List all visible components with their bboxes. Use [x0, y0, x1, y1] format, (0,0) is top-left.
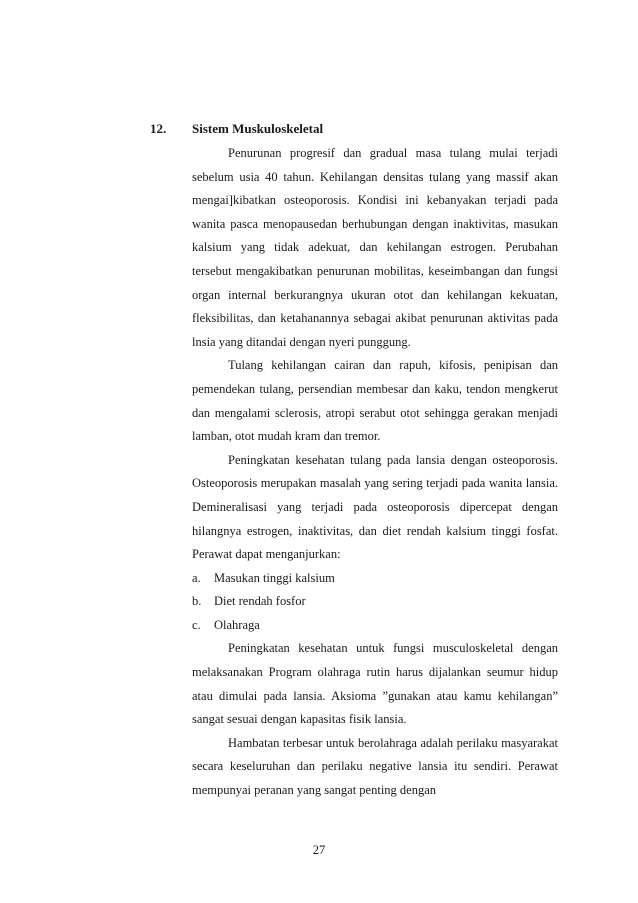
list-marker: b. — [192, 594, 202, 609]
list-item — [192, 567, 558, 591]
section-heading — [150, 119, 323, 139]
paragraph-health-improvement: Peningkatan kesehatan tulang pada lansia dengan osteoporosis. Osteoporosis merupakan masalah yang sering terjadi pada wanita lansia. Demineralisasi yang terjadi pada osteoporosis dipercepat dengan hilangnya estrogen, inaktivitas, dan diet rendah kalsium tinggi fosfat. Perawat dapat menganjurkan: — [192, 452, 558, 562]
list-item — [192, 614, 558, 638]
section-body — [192, 142, 558, 803]
section-title: Sistem Muskuloskeletal — [192, 121, 324, 136]
paragraph-bone-changes: Tulang kehilangan cairan dan rapuh, kifosis, penipisan dan pemendekan tulang, persendian membesar dan kaku, tendon mengkerut dan mengalami sclerosis, atropi serabut otot sehingga gerakan menjadi lamban, otot mudah kram dan tremor. — [192, 358, 558, 444]
list-item-text: Diet rendah fosfor — [214, 594, 306, 609]
list-item-text: Olahraga — [214, 617, 260, 632]
page-number: 27 — [312, 843, 326, 857]
paragraph-musculoskeletal-exercise: Peningkatan kesehatan untuk fungsi musculoskeletal dengan melaksanakan Program olahraga rutin harus dijalankan seumur hidup atau dimulai pada lansia. Aksioma ”gunakan atau kamu kehilangan” sangat sesuai dengan kapasitas fisik lansia. — [192, 641, 558, 727]
recommendation-list — [192, 567, 558, 638]
paragraph-barriers: Hambatan terbesar untuk berolahraga adalah perilaku masyarakat secara keseluruhan dan perilaku negative lansia itu sendiri. Perawat mempunyai peranan yang sangat penting dengan — [192, 735, 558, 798]
paragraph-osteoporosis-intro: Penurunan progresif dan gradual masa tulang mulai terjadi sebelum usia 40 tahun. Kehilangan densitas tulang yang massif akan mengai]kibatkan osteoporosis. Kondisi ini kebanyakan terjadi pada wanita pasca menopausedan berhubungan dengan inaktivitas, masukan kalsium yang tidak adekuat, dan kehilangan estrogen. Perubahan tersebut mengakibatkan penurunan mobilitas, keseimbangan dan fungsi organ internal berkurangnya ukuran otot dan kehilangan kekuatan, fleksibilitas, dan ketahanannya sebagai akibat penurunan aktivitas pada lnsia yang ditandai dengan nyeri punggung. — [192, 146, 558, 349]
list-marker: c. — [192, 617, 201, 632]
section-number: 12. — [150, 121, 167, 136]
list-marker: a. — [192, 570, 201, 585]
list-item-text: Masukan tinggi kalsium — [214, 570, 335, 585]
list-item — [192, 590, 558, 614]
